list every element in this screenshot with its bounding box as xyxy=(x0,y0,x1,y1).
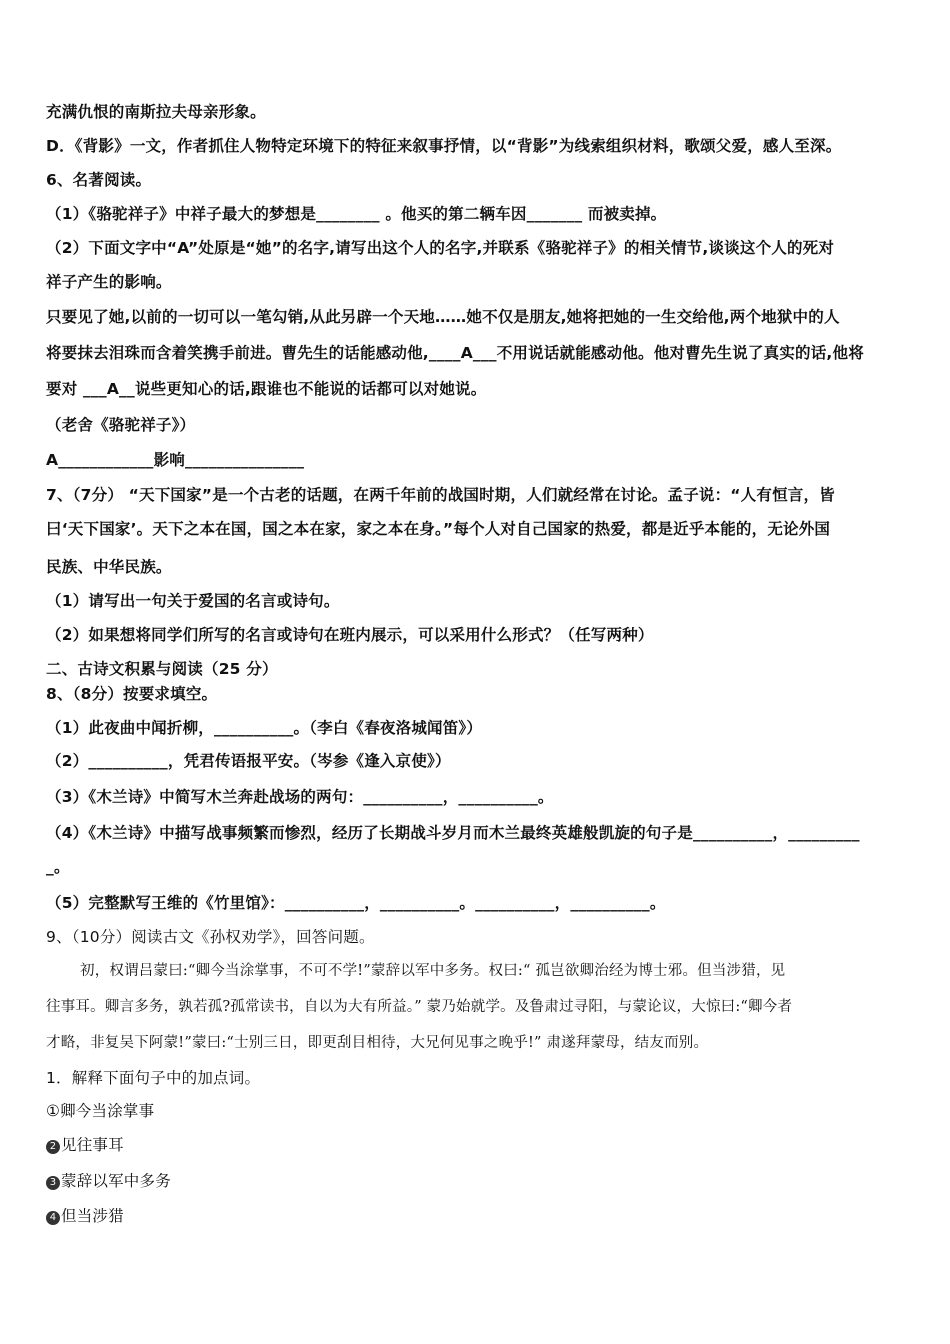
q6-heading: 6、名著阅读。 xyxy=(46,171,152,189)
word-item-4 xyxy=(46,1205,908,1227)
q8-heading: 8、（8分）按要求填空。 xyxy=(46,685,218,703)
q6-sub1: （1）《骆驼祥子》中祥子最大的梦想是________ 。他买的第二辆车因_______ 而被卖掉。 xyxy=(46,205,667,223)
classical-text-line-3: 才略，非复吴下阿蒙!”蒙曰:“士别三日，即更刮目相待，大兄何见事之晚乎!” 肃遂拜蒙母，结友而别。 xyxy=(46,1035,709,1051)
passage-line-2: 将要抹去泪珠而含着笑携手前进。曹先生的话能感动他,____A___不用说话就能感动他。他对曹先生说了真实的话,他将 xyxy=(46,344,864,362)
q6-sub2: （2）下面文字中“A”处原是“她”的名字,请写出这个人的名字,并联系《骆驼祥子》的相关情节,谈谈这个人的死对 xyxy=(46,239,835,257)
q7-line-1: 7、（7分） “天下国家”是一个古老的话题，在两千年前的战国时期，人们就经常在讨论。孟子说：“人有恒言，皆 xyxy=(46,486,835,504)
section-2-heading: 二、古诗文积累与阅读（25 分） xyxy=(46,660,278,678)
q8-sub4-cont: _。 xyxy=(46,858,70,876)
q8-sub1: （1）此夜曲中闻折柳，__________。（李白《春夜洛城闻笛》） xyxy=(46,719,483,737)
q9-heading: 9、（10分）阅读古文《孙权劝学》，回答问题。 xyxy=(46,928,375,946)
word-item-text: 蒙辞以军中多务 xyxy=(61,1172,171,1190)
circled-number: 2 xyxy=(46,1140,60,1154)
passage-line-3: 要对 ___A__说些更知心的话,跟谁也不能说的话都可以对她说。 xyxy=(46,380,487,398)
word-item-text: 但当涉猎 xyxy=(61,1207,124,1225)
q7-line-3: 民族、中华民族。 xyxy=(46,558,172,576)
classical-text-line-2: 往事耳。卿言多务，孰若孤?孤常读书，自以为大有所益。” 蒙乃始就学。及鲁肃过寻阳，与蒙论议，大惊曰:“卿今者 xyxy=(46,999,793,1015)
word-item-2 xyxy=(46,1134,908,1156)
circled-number: 3 xyxy=(46,1176,60,1190)
q9-sub1: 1．解释下面句子中的加点词。 xyxy=(46,1069,261,1087)
word-item-3 xyxy=(46,1170,908,1192)
passage-source: （老舍《骆驼祥子》） xyxy=(46,416,196,434)
q8-sub5: （5）完整默写王维的《竹里馆》：__________，__________。__________，__________。 xyxy=(46,894,666,912)
passage-line-1: 只要见了她,以前的一切可以一笔勾销,从此另辟一个天地……她不仅是朋友,她将把她的一生交给他,两个地狱中的人 xyxy=(46,308,840,326)
q8-sub2: （2）__________，凭君传语报平安。（岑参《逢入京使》） xyxy=(46,752,451,770)
q7-sub1: （1）请写出一句关于爱国的名言或诗句。 xyxy=(46,592,340,610)
q6-sub2-cont: 祥子产生的影响。 xyxy=(46,273,172,291)
option-d: D．《背影》一文，作者抓住人物特定环境下的特征来叙事抒情，以“背影”为线索组织材料，歌颂父爱，感人至深。 xyxy=(46,137,842,155)
word-item-text: 见往事耳 xyxy=(61,1136,124,1154)
q7-line-2: 曰‘天下国家’。天下之本在国，国之本在家，家之本在身。”每个人对自己国家的热爱，都是近乎本能的，无论外国 xyxy=(46,520,831,538)
classical-text-line-1: 初，权谓吕蒙曰:“卿今当涂掌事，不可不学!”蒙辞以军中多务。权曰:“ 孤岂欲卿治经为博士邪。但当涉猎，见 xyxy=(80,963,786,979)
q8-sub4: （4）《木兰诗》中描写战事频繁而惨烈，经历了长期战斗岁月而木兰最终英雄般凯旋的句子是__________，_________ xyxy=(46,824,860,842)
word-item-1: ①卿今当涂掌事 xyxy=(46,1102,155,1120)
circled-number: 4 xyxy=(46,1211,60,1225)
line-mother-image: 充满仇恨的南斯拉夫母亲形象。 xyxy=(46,103,266,121)
q7-sub2: （2）如果想将同学们所写的名言或诗句在班内展示，可以采用什么形式？（任写两种） xyxy=(46,626,654,644)
q8-sub3: （3）《木兰诗》中简写木兰奔赴战场的两句：__________，__________。 xyxy=(46,788,554,806)
answer-blank-line: A____________影响_______________ xyxy=(46,451,305,469)
